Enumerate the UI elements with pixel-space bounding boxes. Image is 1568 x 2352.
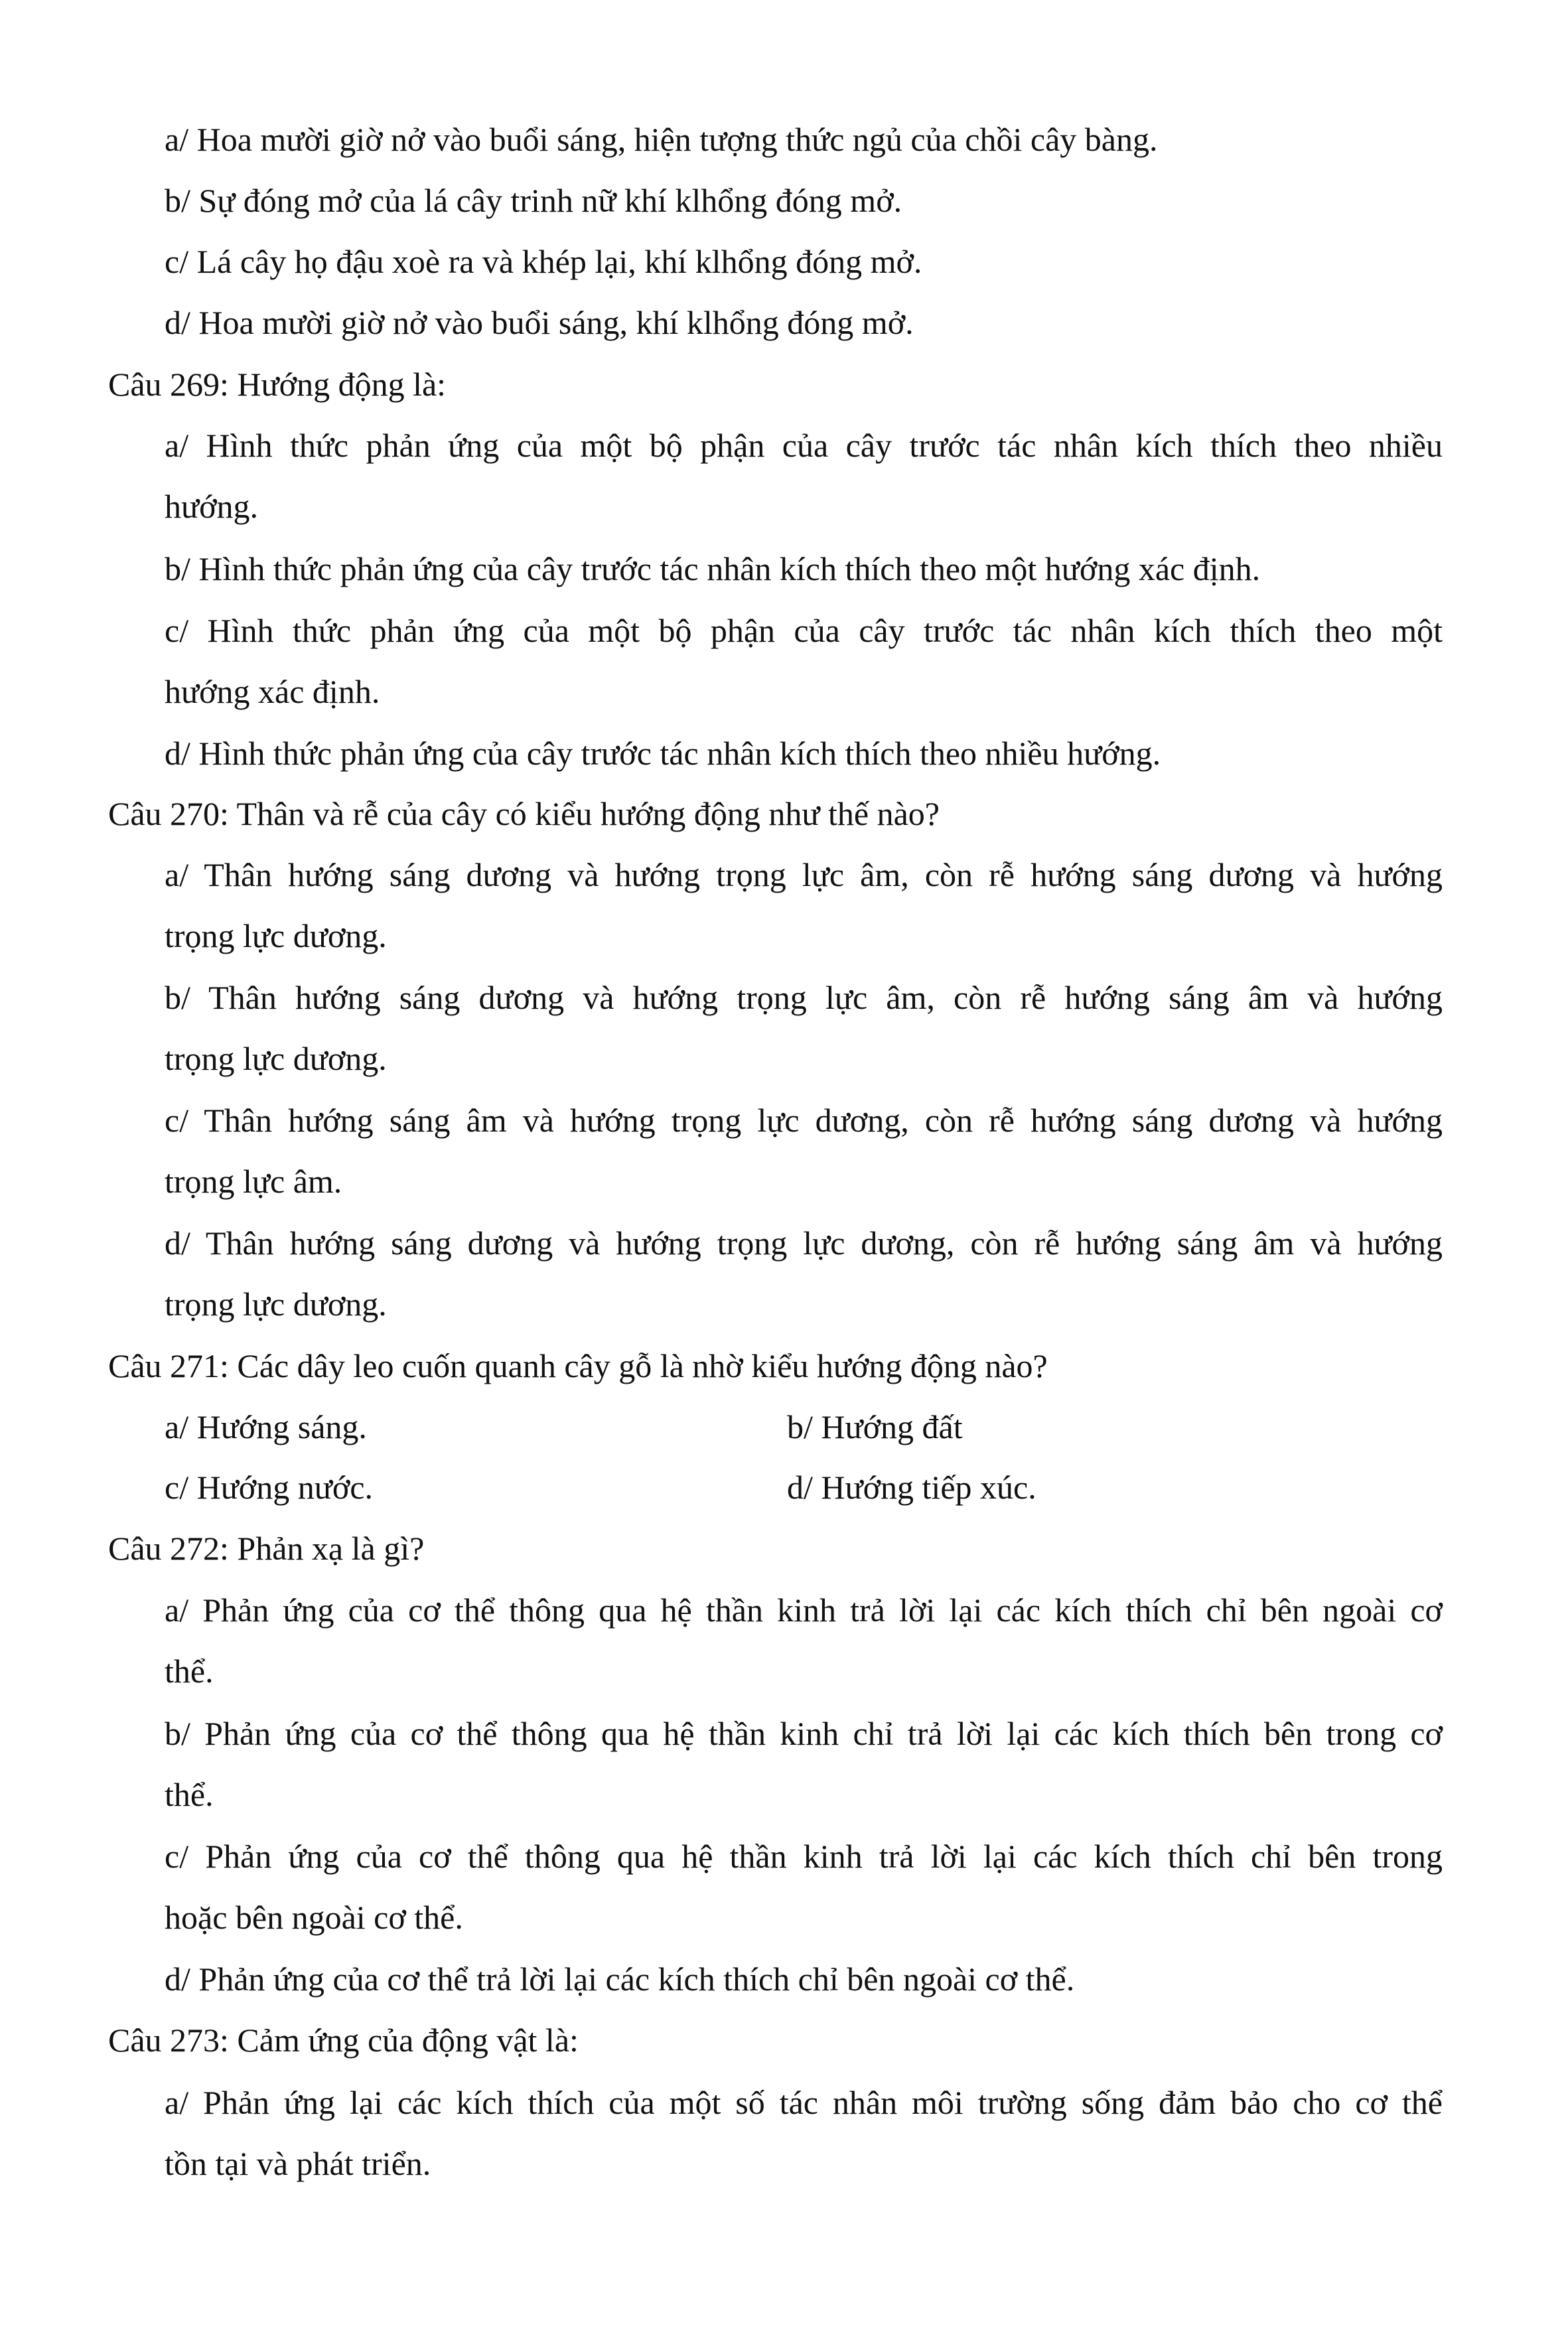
q272-option-c-line1: c/ Phản ứng của cơ thể thông qua hệ thần kinh trả lời lại các kích thích chỉ bên trong <box>165 1838 1443 1875</box>
question-270-title: Câu 270: Thân và rễ của cây có kiểu hướng động như thế nào? <box>108 795 940 832</box>
prev-option-c: c/ Lá cây họ đậu xoè ra và khép lại, khí klhổng đóng mở. <box>165 243 922 280</box>
q272-option-a-line2: thể. <box>165 1653 214 1690</box>
question-269-title: Câu 269: Hướng động là: <box>108 366 447 403</box>
q270-option-a-line2: trọng lực dương. <box>165 917 387 954</box>
q270-option-c-line1: c/ Thân hướng sáng âm và hướng trọng lực dương, còn rễ hướng sáng dương và hướng <box>165 1102 1443 1139</box>
q272-option-d: d/ Phản ứng của cơ thể trả lời lại các kích thích chỉ bên ngoài cơ thể. <box>165 1960 1075 1998</box>
q270-option-d-line2: trọng lực dương. <box>165 1286 387 1323</box>
q273-option-a-line1: a/ Phản ứng lại các kích thích của một số tác nhân môi trường sống đảm bảo cho cơ thể <box>165 2084 1443 2121</box>
prev-option-d: d/ Hoa mười giờ nở vào buổi sáng, khí klhổng đóng mở. <box>165 304 914 341</box>
question-273-title: Câu 273: Cảm ứng của động vật là: <box>108 2021 579 2059</box>
q272-option-a-line1: a/ Phản ứng của cơ thể thông qua hệ thần kinh trả lời lại các kích thích chỉ bên ngoài cơ <box>165 1591 1443 1629</box>
q270-option-d-line1: d/ Thân hướng sáng dương và hướng trọng lực dương, còn rễ hướng sáng âm và hướng <box>165 1224 1443 1262</box>
q271-option-c: c/ Hướng nước. <box>165 1469 373 1506</box>
q273-option-a-line2: tồn tại và phát triển. <box>165 2145 431 2182</box>
q269-option-c-line2: hướng xác định. <box>165 673 380 710</box>
q271-option-b: b/ Hướng đất <box>787 1408 963 1445</box>
q269-option-c-line1: c/ Hình thức phản ứng của một bộ phận của cây trước tác nhân kích thích theo một <box>165 612 1443 649</box>
q269-option-a-line1: a/ Hình thức phản ứng của một bộ phận của cây trước tác nhân kích thích theo nhiều <box>165 427 1443 464</box>
q270-option-c-line2: trọng lực âm. <box>165 1163 342 1200</box>
q271-option-a: a/ Hướng sáng. <box>165 1408 367 1445</box>
prev-option-b: b/ Sự đóng mở của lá cây trinh nữ khí klhổng đóng mở. <box>165 182 902 219</box>
q269-option-d: d/ Hình thức phản ứng của cây trước tác nhân kích thích theo nhiều hướng. <box>165 735 1161 772</box>
q271-option-d: d/ Hướng tiếp xúc. <box>787 1469 1036 1506</box>
question-272-title: Câu 272: Phản xạ là gì? <box>108 1530 425 1567</box>
question-271-title: Câu 271: Các dây leo cuốn quanh cây gỗ là nhờ kiểu hướng động nào? <box>108 1347 1048 1384</box>
q270-option-b-line2: trọng lực dương. <box>165 1040 387 1077</box>
q270-option-a-line1: a/ Thân hướng sáng dương và hướng trọng lực âm, còn rễ hướng sáng dương và hướng <box>165 856 1443 893</box>
q269-option-b: b/ Hình thức phản ứng của cây trước tác nhân kích thích theo một hướng xác định. <box>165 550 1261 587</box>
q270-option-b-line1: b/ Thân hướng sáng dương và hướng trọng lực âm, còn rễ hướng sáng âm và hướng <box>165 979 1443 1016</box>
prev-option-a: a/ Hoa mười giờ nở vào buổi sáng, hiện tượng thức ngủ của chồi cây bàng. <box>165 121 1158 158</box>
q272-option-b-line1: b/ Phản ứng của cơ thể thông qua hệ thần kinh chỉ trả lời lại các kích thích bên trong cơ <box>165 1715 1443 1752</box>
q272-option-b-line2: thể. <box>165 1776 214 1813</box>
q269-option-a-line2: hướng. <box>165 488 259 525</box>
q272-option-c-line2: hoặc bên ngoài cơ thể. <box>165 1899 463 1936</box>
